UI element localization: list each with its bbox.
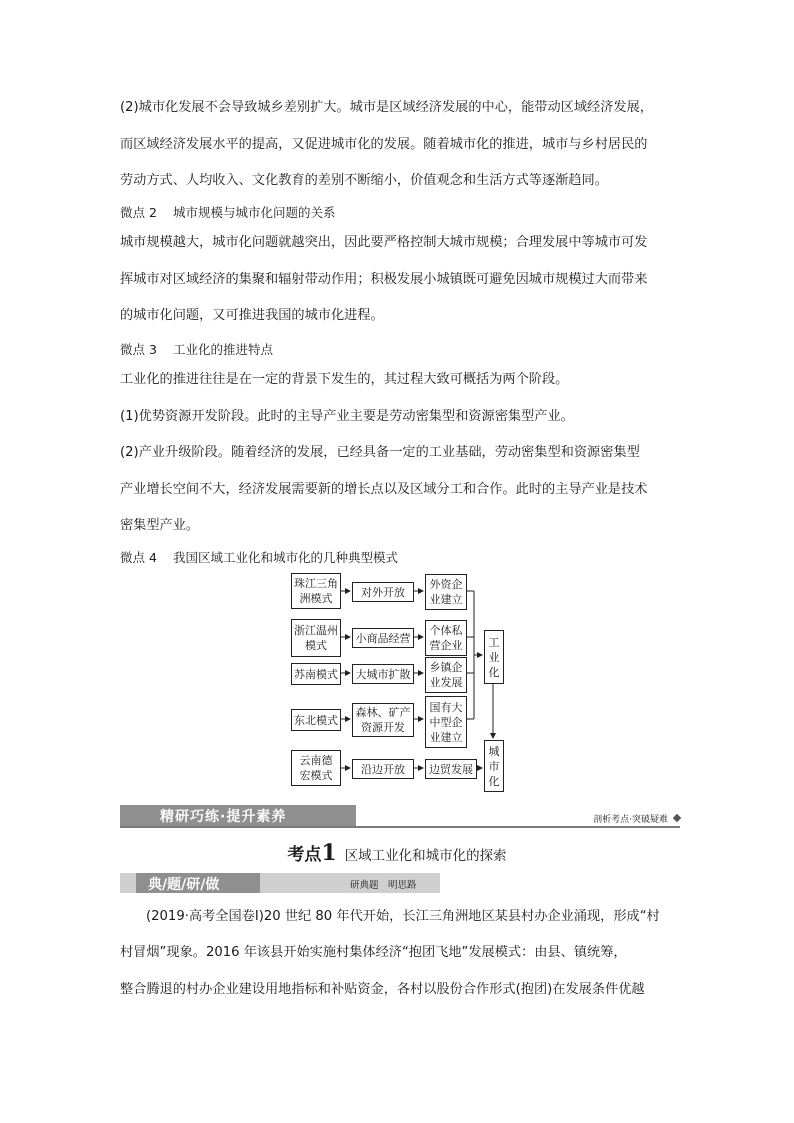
- box-text: 中型企: [429, 715, 463, 729]
- text-line: 劳动方式、人均收入、文化教育的差别不断缩小，价值观念和生活方式等逐渐趋同。: [120, 173, 608, 188]
- text-line: 而区域经济发展水平的提高，又促进城市化的发展。随着城市化的推进，城市与乡村居民的: [120, 136, 648, 152]
- box-text: 营企业: [429, 639, 463, 652]
- point-title: 工业化的推进特点: [172, 342, 273, 357]
- point-title: 城市规模与城市化问题的关系: [172, 205, 336, 220]
- point-4-heading: [120, 548, 398, 568]
- question-paragraph: [146, 899, 680, 936]
- text-line: 村冒烟”现象。2016 年该县开始实施村集体经济“抱团飞地”发展模式：由县、镇统筹，: [120, 945, 627, 960]
- result-box-state-enterprises: [425, 696, 467, 748]
- text-line: 产业增长空间不大，经济发展需要新的增长点以及区域分工和合作。此时的主导产业是技术: [120, 481, 648, 497]
- box-text: 资源开发: [361, 721, 405, 734]
- box-text: 珠江三角: [294, 577, 338, 590]
- box-text: 模式: [305, 639, 327, 652]
- model-box-pearl-river-delta: [291, 573, 341, 609]
- box-text: 云南德: [299, 754, 333, 767]
- box-text: 大城市扩散: [355, 667, 411, 681]
- box-text: 苏南模式: [294, 667, 338, 681]
- box-text: 乡镇企: [429, 661, 463, 674]
- subsection-subtitle: 研典题 明思路: [350, 880, 417, 891]
- industrialization-box: [484, 630, 504, 684]
- box-text: 边贸发展: [429, 762, 473, 776]
- measure-box-opening-up: [352, 582, 414, 602]
- result-box-border-trade: [425, 759, 477, 779]
- box-text: 小商品经营: [355, 631, 411, 645]
- point-label: 微点 4: [120, 550, 157, 565]
- box-text: 森林、矿产: [355, 706, 411, 719]
- box-text: 对外开放: [361, 585, 405, 599]
- text-line: (1)优势资源开发阶段。此时的主导产业主要是劳动密集型和资源密集型产业。: [120, 408, 574, 424]
- paragraph-industrialization-intro: [120, 362, 680, 545]
- box-text: 国有大: [429, 700, 463, 714]
- text-line: (2)产业升级阶段。随着经济的发展，已经具备一定的工业基础，劳动密集型和资源密集型: [120, 445, 640, 460]
- text-line: 工业化的推进往往是在一定的背景下发生的，其过程大致可概括为两个阶段。: [120, 372, 569, 387]
- box-text: 外资企: [429, 578, 463, 591]
- paragraph-urbanization-gap: [120, 90, 680, 200]
- text-line: 城市规模越大，城市化问题就越突出，因此要严格控制大城市规模；合理发展中等城市可发: [120, 235, 648, 250]
- exam-point-number: 1: [321, 840, 337, 866]
- box-text: 浙江温州: [294, 624, 338, 637]
- point-label: 微点 3: [120, 342, 157, 357]
- paragraph-city-scale: [120, 225, 680, 335]
- box-text: 个体私: [429, 624, 463, 637]
- box-text: 化: [488, 665, 500, 679]
- text-line: (2)城市化发展不会导致城乡差别扩大。城市是区域经济发展的中心，能带动区域经济发展，: [120, 100, 653, 115]
- box-text: 业: [488, 650, 500, 664]
- point-title: 我国区域工业化和城市化的几种典型模式: [172, 550, 398, 565]
- box-text: 城: [488, 744, 500, 758]
- text-line: 挥城市对区域经济的集聚和辐射带动作用；积极发展小城镇既可避免因城市规模过大而带来: [120, 271, 648, 287]
- exam-point-heading: [0, 840, 794, 866]
- subsection-title: 典/题/研/做: [148, 877, 220, 893]
- section-banner: [120, 805, 680, 831]
- urbanization-box: [484, 740, 504, 792]
- box-text: 市: [488, 759, 500, 773]
- measure-box-resource-development: [352, 703, 414, 737]
- box-text: 业建立: [429, 730, 463, 744]
- question-paragraph-continued: [120, 935, 680, 1008]
- box-text: 洲模式: [299, 592, 333, 605]
- model-box-sunan: [291, 663, 341, 685]
- model-box-dehong: [291, 750, 341, 786]
- text-line: 密集型产业。: [120, 518, 200, 533]
- banner-subtitle: 剖析考点·突破疑难: [593, 815, 668, 825]
- model-box-wenzhou: [291, 619, 341, 657]
- box-text: 东北模式: [294, 713, 338, 727]
- box-text: 化: [488, 774, 500, 788]
- text-line: 的城市化问题，又可推进我国的城市化进程。: [120, 308, 384, 323]
- point-2-heading: [120, 203, 335, 223]
- exam-point-title: 区域工业化和城市化的探索: [344, 848, 507, 864]
- measure-box-city-diffusion: [352, 664, 414, 684]
- result-box-private-enterprises: [425, 620, 467, 656]
- box-text: 宏模式: [299, 769, 333, 782]
- model-box-northeast: [291, 709, 341, 731]
- banner-title: 精研巧练·提升素养: [160, 809, 287, 825]
- measure-box-border-opening: [352, 759, 414, 779]
- measure-box-small-commodities: [352, 628, 414, 648]
- box-text: 沿边开放: [361, 762, 405, 776]
- exam-point-label: 考点: [287, 845, 322, 865]
- banner-underline: [120, 826, 680, 828]
- text-line: (2019·高考全国卷Ⅰ)20 世纪 80 年代开始，长江三角洲地区某县村办企业涌现，形成“村: [146, 909, 660, 924]
- point-3-heading: [120, 340, 273, 360]
- result-box-foreign-enterprises: [425, 574, 467, 610]
- result-box-township-enterprises: [425, 657, 467, 693]
- subsection-bar: [120, 873, 440, 893]
- point-label: 微点 2: [120, 205, 157, 220]
- text-line: 整合腾退的村办企业建设用地指标和补贴资金，各村以股份合作形式(抱团)在发展条件优越: [120, 981, 645, 997]
- box-text: 业发展: [429, 676, 463, 689]
- diamond-icon: [673, 814, 681, 822]
- box-text: 工: [488, 635, 500, 649]
- box-text: 业建立: [429, 593, 463, 606]
